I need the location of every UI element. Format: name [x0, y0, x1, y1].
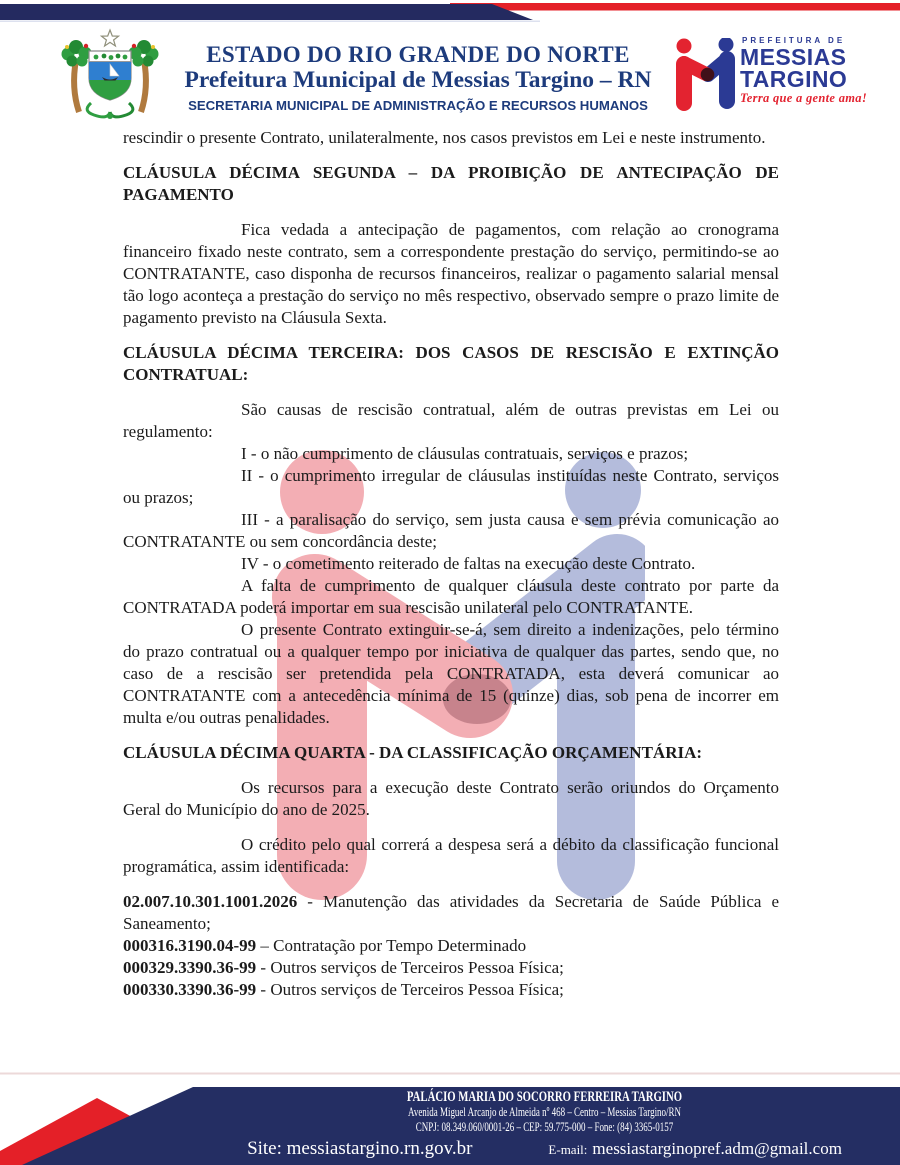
city-logo-m-icon	[675, 38, 737, 112]
footer-text	[195, 1089, 894, 1160]
top-banner-navy-stripe	[0, 4, 533, 20]
logo-targino: TARGINO	[740, 66, 848, 92]
paragraph: O crédito pelo qual correrá a despesa será a débito da classificação funcional programática, assim identificada:	[123, 835, 779, 876]
top-banner-shadow-line	[0, 21, 540, 23]
footer-site-url: messiastargino.rn.gov.br	[286, 1138, 473, 1159]
top-banner	[0, 0, 900, 26]
paragraph: Os recursos para a execução deste Contrato serão oriundos do Orçamento Geral do Município do ano de 2025.	[123, 778, 779, 819]
logo-slogan: Terra que a gente ama!	[740, 91, 867, 105]
clause-heading: CLÁUSULA DÉCIMA TERCEIRA: DOS CASOS DE RESCISÃO E EXTINÇÃO CONTRATUAL:	[123, 343, 779, 384]
budget-line: 000329.3390.36-99 - Outros serviços de Terceiros Pessoa Física;	[123, 958, 564, 977]
footer-email	[548, 1139, 842, 1159]
logo-messias: MESSIAS	[740, 44, 847, 70]
city-logo-text	[740, 36, 867, 106]
footer-site	[247, 1138, 472, 1160]
clause-heading: CLÁUSULA DÉCIMA SEGUNDA – DA PROIBIÇÃO DE ANTECIPAÇÃO DE PAGAMENTO	[123, 163, 779, 204]
paragraph: II - o cumprimento irregular de cláusulas instituídas neste Contrato, serviços ou prazos;	[123, 466, 779, 507]
footer-contact-line	[195, 1138, 894, 1160]
municipality-title: Prefeitura Municipal de Messias Targino – RN	[184, 67, 652, 93]
budget-line: 02.007.10.301.1001.2026 - Manutenção das atividades da Secretaria de Saúde Pública e Saneamento;	[123, 892, 779, 933]
rn-coat-of-arms-icon	[61, 27, 159, 123]
paragraph: I - o não cumprimento de cláusulas contratuais, serviços e prazos;	[241, 444, 689, 463]
footer-site-label: Site:	[247, 1138, 282, 1159]
paragraph: IV - o cometimento reiterado de faltas na execução deste Contrato.	[241, 554, 696, 573]
footer-email-label: E-mail:	[548, 1142, 588, 1157]
logo-prefeitura-de: PREFEITURA DE	[742, 36, 846, 45]
footer-email-address: messiastarginopref.adm@gmail.com	[592, 1139, 842, 1158]
footer-registry-line: CNPJ: 08.349.060/0001-26 – CEP: 59.775-000 – Fone: (84) 3365-0157	[415, 1118, 674, 1134]
budget-code: 02.007.10.301.1001.2026	[123, 892, 298, 911]
secretariat-title: SECRETARIA MUNICIPAL DE ADMINISTRAÇÃO E RECURSOS HUMANOS	[188, 98, 648, 113]
paragraph: rescindir o presente Contrato, unilateralmente, nos casos previstos em Lei e neste instrumento.	[123, 128, 766, 147]
paragraph: Fica vedada a antecipação de pagamentos, com relação ao cronograma financeiro fixado neste contrato, sem a correspondente prestação do serviço, permitindo-se ao CONTRATANTE, caso disponha de recursos financeiros, realizar o pagamento salarial mensal tão logo aconteça a prestação do serviço no mês respectivo, observado sempre o prazo limite de pagamento previsto na Cláusula Sexta.	[123, 220, 779, 327]
budget-code: 000329.3390.36-99	[123, 958, 257, 977]
document-body	[123, 127, 779, 1001]
paragraph: O presente Contrato extinguir-se-á, sem direito a indenizações, pelo término do prazo contratual ou a qualquer tempo por iniciativa de qualquer das partes, sendo que, no caso de a rescisão ser pretendida pela CONTRATADA, esta deverá comunicar ao CONTRATANTE com a antecedência mínima de 15 (quinze) dias, sob pena de incorrer em multa e/ou outras penalidades.	[123, 620, 779, 727]
footer-address-line: Avenida Miguel Arcanjo de Almeida nº 468 – Centro – Messias Targino/RN	[408, 1104, 681, 1119]
paragraph: III - a paralisação do serviço, sem justa causa e sem prévia comunicação ao CONTRATANTE ou sem concordância deste;	[123, 510, 779, 551]
paragraph: São causas de rescisão contratual, além de outras previstas em Lei ou regulamento:	[123, 400, 779, 441]
state-title: ESTADO DO RIO GRANDE DO NORTE	[206, 42, 630, 67]
footer-hairline	[0, 1073, 900, 1075]
city-logo	[675, 36, 867, 112]
letterhead	[0, 26, 900, 128]
footer-palace-line: PALÁCIO MARIA DO SOCORRO FERREIRA TARGINO	[406, 1089, 683, 1105]
top-banner-red-stripe	[450, 3, 900, 11]
clause-heading: CLÁUSULA DÉCIMA QUARTA - DA CLASSIFICAÇÃO ORÇAMENTÁRIA:	[123, 743, 703, 762]
budget-code: 000330.3390.36-99	[123, 980, 257, 999]
budget-line: 000330.3390.36-99 - Outros serviços de Terceiros Pessoa Física;	[123, 980, 564, 999]
budget-code: 000316.3190.04-99	[123, 936, 257, 955]
budget-line: 000316.3190.04-99 – Contratação por Tempo Determinado	[123, 936, 527, 955]
letterhead-titles	[168, 42, 668, 116]
paragraph: A falta de cumprimento de qualquer cláusula deste contrato por parte da CONTRATADA poderá importar em sua rescisão unilateral pelo CONTRATANTE.	[123, 576, 779, 617]
